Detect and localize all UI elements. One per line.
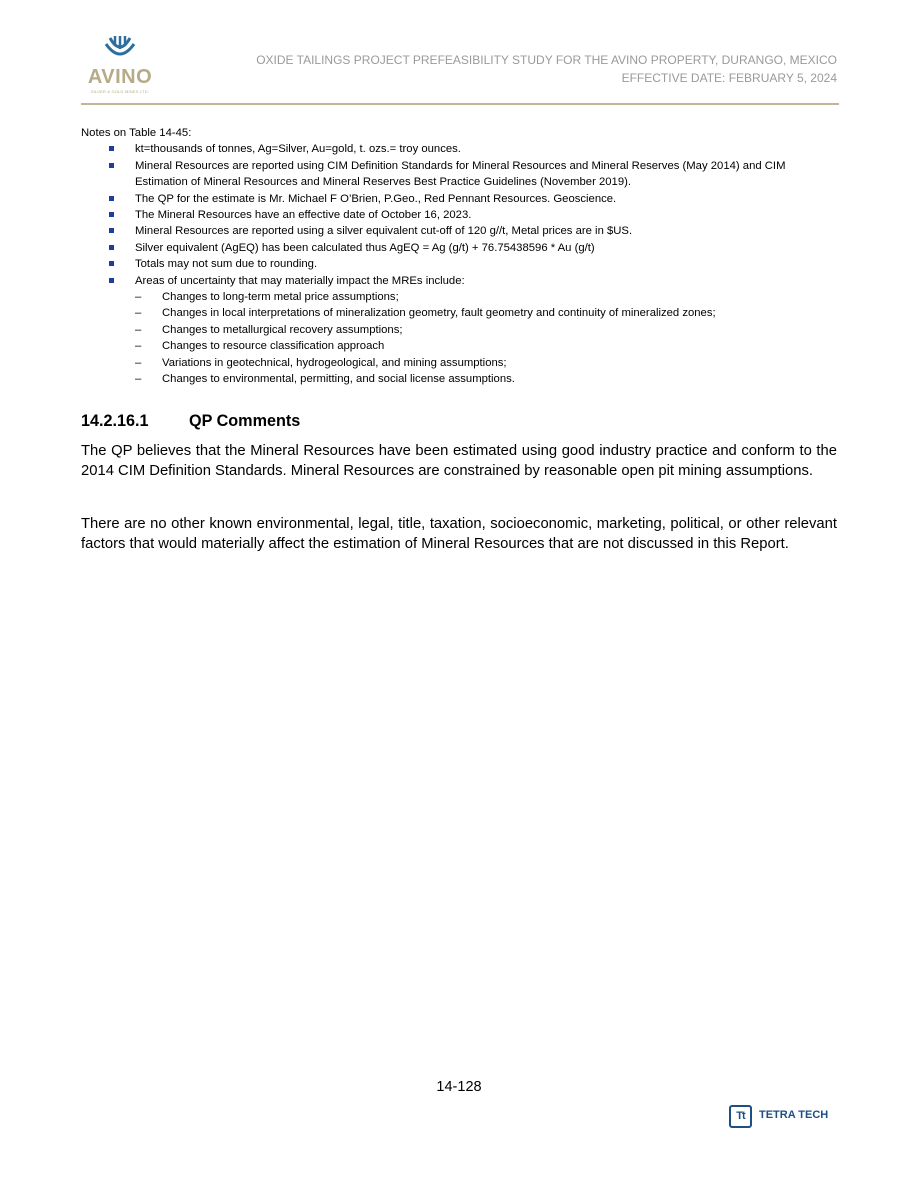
page-number: 14-128 [436, 1079, 482, 1095]
dash-marker: – [135, 356, 142, 369]
dash-marker: – [135, 291, 142, 304]
tetra-tech-wordmark: TETRA TECH [759, 1109, 829, 1121]
bullet-icon [109, 196, 114, 201]
section-title: QP Comments [189, 412, 301, 430]
sub-list-item: – Changes to long-term metal price assumptions; [81, 289, 841, 305]
notes-bullet-list [81, 141, 841, 289]
bullet-icon [109, 212, 114, 217]
bullet-icon [109, 261, 114, 266]
note-item: The Mineral Resources have an effective date of October 16, 2023. [81, 207, 841, 223]
bullet-icon [109, 245, 114, 250]
note-item: Mineral Resources are reported using CIM Definition Standards for Mineral Resources and Mineral Reserves (May 2014) and CIM Estimation of Mineral Resources and Mineral Reserves Best Practice Guidelines (November 2019). [81, 158, 841, 191]
document-title: OXIDE TAILINGS PROJECT PREFEASIBILITY STUDY FOR THE AVINO PROPERTY, DURANGO, MEXICO [256, 53, 837, 67]
dash-marker: – [135, 340, 142, 353]
header-divider [81, 103, 839, 105]
body-paragraph: There are no other known environmental, legal, title, taxation, socioeconomic, marketing, political, or other relevant factors that would materially affect the estimation of Mineral Resources that are not discussed in this Report. [81, 516, 837, 552]
effective-date: EFFECTIVE DATE: FEBRUARY 5, 2024 [621, 71, 837, 85]
note-item: Totals may not sum due to rounding. [81, 256, 841, 272]
logo-wordmark: AVINO [87, 66, 153, 88]
note-item: The QP for the estimate is Mr. Michael F O’Brien, P.Geo., Red Pennant Resources. Geoscience. [81, 191, 841, 207]
sub-list-item: – Changes to resource classification approach [81, 338, 841, 354]
sub-list-item: – Changes in local interpretations of mineralization geometry, fault geometry and continuity of mineralized zones; [81, 305, 841, 321]
uncertainty-sub-list [81, 289, 841, 387]
note-item: Mineral Resources are reported using a silver equivalent cut-off of 120 g//t, Metal prices are in $US. [81, 223, 841, 239]
dash-marker: – [135, 307, 142, 320]
sub-list-item: – Changes to metallurgical recovery assumptions; [81, 322, 841, 338]
notes-title: Notes on Table 14-45: [81, 127, 192, 139]
section-number: 14.2.16.1 [81, 412, 149, 430]
note-item: Silver equivalent (AgEQ) has been calculated thus AgEQ = Ag (g/t) + 76.75438596 * Au (g/t) [81, 240, 841, 256]
dash-marker: – [135, 323, 142, 336]
avino-emblem-icon [102, 36, 138, 68]
bullet-icon [109, 163, 114, 168]
logo-tagline: SILVER & GOLD MINES LTD. [90, 89, 150, 94]
avino-logo [84, 36, 156, 98]
sub-list-item: – Variations in geotechnical, hydrogeological, and mining assumptions; [81, 355, 841, 371]
bullet-icon [109, 278, 114, 283]
dash-marker: – [135, 373, 142, 386]
table-notes [81, 125, 841, 388]
note-item: Areas of uncertainty that may materially impact the MREs include: [81, 273, 841, 289]
sub-list-item: – Changes to environmental, permitting, and social license assumptions. [81, 371, 841, 387]
body-paragraph: The QP believes that the Mineral Resources have been estimated using good industry practice and conform to the 2014 CIM Definition Standards. Mineral Resources are constrained by reasonable open pit mining assumptions. [81, 443, 837, 479]
note-item: kt=thousands of tonnes, Ag=Silver, Au=gold, t. ozs.= troy ounces. [81, 141, 841, 157]
bullet-icon [109, 228, 114, 233]
tetra-tech-mark-icon: Tt [729, 1105, 752, 1128]
section-heading [81, 412, 300, 431]
bullet-icon [109, 146, 114, 151]
